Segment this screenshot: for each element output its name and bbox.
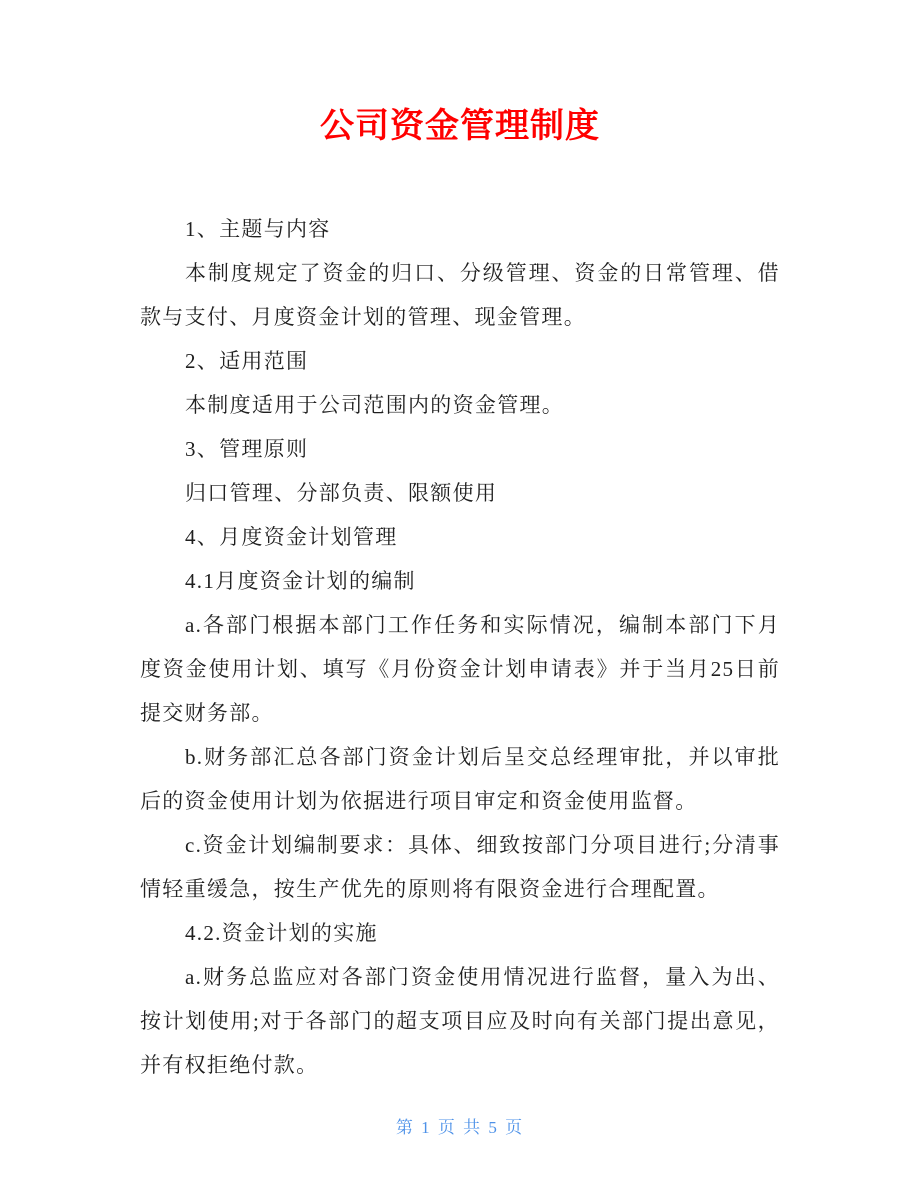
section-3-heading: 3、管理原则	[185, 437, 309, 461]
page-footer	[0, 1117, 920, 1139]
section-2-heading: 2、适用范围	[185, 349, 309, 373]
section-4-1-item-a: a.各部门根据本部门工作任务和实际情况，编制本部门下月度资金使用计划、填写《月份资金计划申请表》并于当月25日前提交财务部。	[140, 613, 780, 725]
document-title: 公司资金管理制度	[320, 107, 600, 145]
section-4-1-item-b: b.财务部汇总各部门资金计划后呈交总经理审批，并以审批后的资金使用计划为依据进行项目审定和资金使用监督。	[140, 745, 780, 813]
page-number: 第 1 页 共 5 页	[395, 1118, 525, 1137]
section-4-heading: 4、月度资金计划管理	[185, 525, 398, 549]
section-3-body: 归口管理、分部负责、限额使用	[185, 481, 498, 505]
section-4-1-item-c: c.资金计划编制要求：具体、细致按部门分项目进行;分清事情轻重缓急，按生产优先的原则将有限资金进行合理配置。	[140, 833, 780, 901]
document-body	[140, 207, 780, 1087]
section-4-2-item-a: a.财务总监应对各部门资金使用情况进行监督，量入为出、按计划使用;对于各部门的超支项目应及时向有关部门提出意见，并有权拒绝付款。	[140, 965, 780, 1077]
section-1-body: 本制度规定了资金的归口、分级管理、资金的日常管理、借款与支付、月度资金计划的管理、现金管理。	[140, 261, 780, 329]
section-4-2-heading: 4.2.资金计划的实施	[185, 921, 378, 945]
section-4-1-heading: 4.1月度资金计划的编制	[185, 569, 416, 593]
section-1-heading: 1、主题与内容	[185, 217, 331, 241]
section-2-body: 本制度适用于公司范围内的资金管理。	[185, 393, 565, 417]
